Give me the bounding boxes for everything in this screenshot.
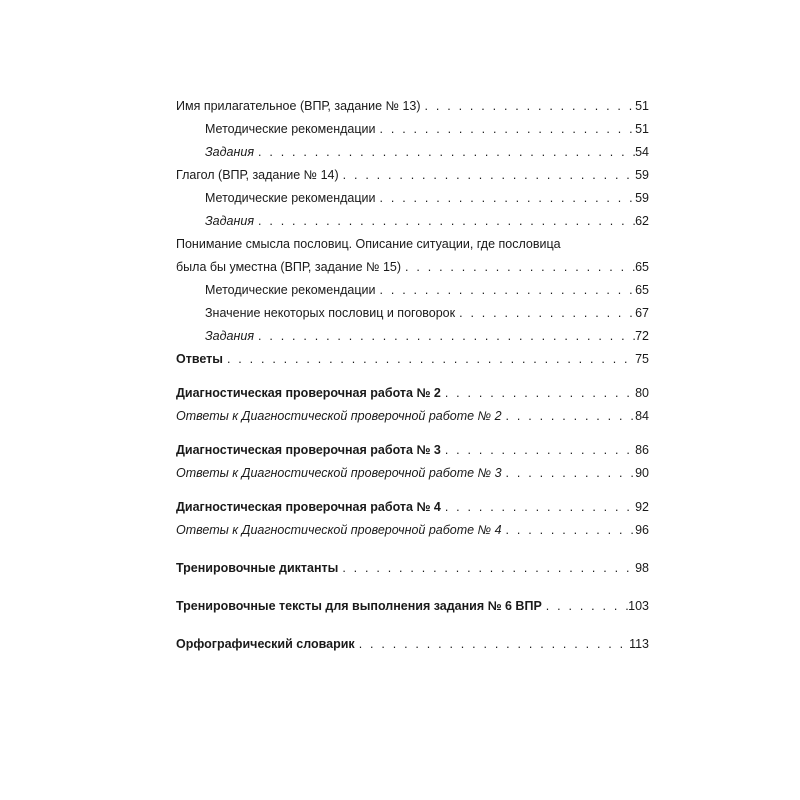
toc-entry-title: Значение некоторых пословиц и поговорок	[205, 306, 456, 320]
toc-entry	[176, 164, 649, 187]
dot-leader	[445, 439, 635, 462]
toc-entry-title: Имя прилагательное (ВПР, задание № 13)	[176, 99, 421, 113]
toc-entry	[176, 405, 649, 428]
toc-subentry	[205, 279, 649, 302]
toc-entry-page: 59	[635, 168, 649, 182]
toc-entry-title: Тренировочные тексты для выполнения задания № 6 ВПР	[176, 599, 542, 613]
toc-entry-title: Тренировочные диктанты	[176, 561, 339, 575]
toc-subentry	[205, 118, 649, 141]
dot-leader	[459, 302, 635, 325]
toc-subentry	[205, 141, 649, 164]
dot-leader	[227, 348, 635, 371]
toc-entry-page: 62	[635, 214, 649, 228]
toc-subentry	[205, 210, 649, 233]
dot-leader	[342, 557, 635, 580]
dot-leader	[380, 279, 636, 302]
toc-entry	[176, 382, 649, 405]
toc-subentry	[205, 302, 649, 325]
toc-entry-page: 65	[635, 260, 649, 274]
toc-entry-page: 103	[628, 599, 649, 613]
toc-entry-title: Методические рекомендации	[205, 191, 376, 205]
dot-leader	[258, 141, 635, 164]
toc-entry	[176, 595, 649, 618]
toc-entry-title: Задания	[205, 145, 254, 159]
toc-entry-title: Ответы	[176, 352, 223, 366]
toc-entry-page: 86	[635, 443, 649, 457]
dot-leader	[258, 325, 635, 348]
dot-leader	[258, 210, 635, 233]
toc-entry-title: Методические рекомендации	[205, 283, 376, 297]
toc-entry	[176, 233, 649, 279]
dot-leader	[425, 95, 636, 118]
toc-entry-title: Задания	[205, 214, 254, 228]
toc-entry-page: 113	[629, 637, 649, 651]
toc-entry-page: 96	[635, 523, 649, 537]
dot-leader	[405, 256, 635, 279]
toc-entry-page: 84	[635, 409, 649, 423]
toc-entry-title: Методические рекомендации	[205, 122, 376, 136]
toc-entry-page: 51	[635, 99, 649, 113]
dot-leader	[359, 633, 629, 656]
toc-entry-page: 54	[635, 145, 649, 159]
toc-entry	[176, 519, 649, 542]
toc-entry-title: Глагол (ВПР, задание № 14)	[176, 168, 339, 182]
table-of-contents	[176, 95, 649, 656]
dot-leader	[506, 405, 636, 428]
toc-entry	[176, 496, 649, 519]
toc-entry-page: 51	[635, 122, 649, 136]
dot-leader	[546, 595, 628, 618]
dot-leader	[506, 462, 636, 485]
toc-entry-page: 65	[635, 283, 649, 297]
toc-entry	[176, 633, 649, 656]
toc-entry-page: 90	[635, 466, 649, 480]
toc-entry-title-line1: Понимание смысла пословиц. Описание ситуации, где пословица	[176, 237, 561, 251]
toc-subentry	[205, 325, 649, 348]
dot-leader	[380, 118, 636, 141]
dot-leader	[343, 164, 635, 187]
toc-entry-page: 98	[635, 561, 649, 575]
toc-entry-title: Задания	[205, 329, 254, 343]
toc-entry-page: 67	[635, 306, 649, 320]
toc-entry	[176, 95, 649, 118]
toc-entry-title: Ответы к Диагностической проверочной работе № 3	[176, 466, 502, 480]
dot-leader	[506, 519, 636, 542]
toc-entry-title: Ответы к Диагностической проверочной работе № 2	[176, 409, 502, 423]
toc-subentry	[205, 187, 649, 210]
toc-entry-title: Диагностическая проверочная работа № 3	[176, 443, 441, 457]
toc-entry-title: была бы уместна (ВПР, задание № 15)	[176, 260, 402, 274]
dot-leader	[380, 187, 636, 210]
toc-entry	[176, 462, 649, 485]
dot-leader	[445, 496, 635, 519]
toc-entry-page: 75	[635, 352, 649, 366]
toc-entry-page: 72	[635, 329, 649, 343]
toc-entry-page: 59	[635, 191, 649, 205]
toc-entry-title: Ответы к Диагностической проверочной работе № 4	[176, 523, 502, 537]
toc-entry-title: Диагностическая проверочная работа № 2	[176, 386, 441, 400]
toc-entry-page: 80	[635, 386, 649, 400]
toc-entry-page: 92	[635, 500, 649, 514]
toc-entry-title: Орфографический словарик	[176, 637, 355, 651]
toc-entry	[176, 557, 649, 580]
toc-entry-title: Диагностическая проверочная работа № 4	[176, 500, 441, 514]
dot-leader	[445, 382, 635, 405]
toc-entry	[176, 348, 649, 371]
toc-entry	[176, 439, 649, 462]
